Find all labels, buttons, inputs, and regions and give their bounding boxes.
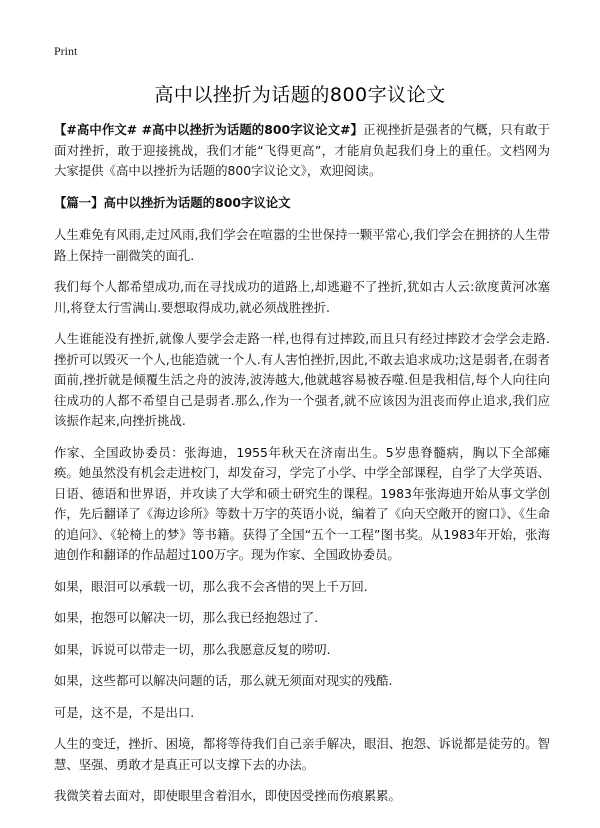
body-paragraph: 人生的变迁，挫折、困境，都将等待我们自己亲手解决，眼泪、抱怨、诉说都是徒劳的。智慧、坚强、勇敢才是真正可以支撑下去的办法。 [54,736,550,772]
intro-paragraph [54,120,550,182]
body-paragraph: 如果，这些都可以解决问题的话，那么就无须面对现实的残酷. [54,673,393,688]
article-body [54,120,550,807]
body-paragraph: 我微笑着去面对，即使眼里含着泪水，即使因受挫而伤痕累累。 [54,788,401,803]
body-paragraph: 如果，诉说可以带走一切，那么我愿意反复的唠叨. [54,641,331,657]
print-label: Print [54,44,78,58]
body-paragraph: 如果，眼泪可以承载一切，那么我不会吝惜的哭上千万回. [54,578,368,594]
body-paragraph: 我们每个人都希望成功,而在寻找成功的道路上,却逃避不了挫折,犹如古人云:欲度黄河冰塞川,将登太行雪满山.要想取得成功,就必须战胜挫折. [54,279,550,315]
section-heading: 【篇一】高中以挫折为话题的800字议论文 [54,194,291,210]
intro-text: 正视挫折是强者的气概，只有敢于面对挫折，敢于迎接挑战，我们才能“飞得更高”，才能肩负起我们身上的重任。文档网为大家提供《高中以挫折为话题的800字议论文》，欢迎阅读。 [54,122,550,178]
body-paragraph: 人生谁能没有挫折,就像人要学会走路一样,也得有过摔跤,而且只有经过摔跤才会学会走路.挫折可以毁灭一个人,也能造就一个人.有人害怕挫折,因此,不敢去追求成功;这是弱者,在弱者面前,挫折就是倾覆生活之舟的波涛,波涛越大,他就越容易被吞噬.但是我相信,每个人向往向往成功的人都不希望自己是弱者.那么,作为一个强者,就不应该因为沮丧而停止追求,我们应该振作起来,向挫折挑战. [54,331,550,428]
body-paragraph: 人生难免有风雨,走过风雨,我们学会在喧嚣的尘世保持一颗平常心,我们学会在拥挤的人生带路上保持一副微笑的面孔. [54,227,550,263]
body-paragraph: 如果，抱怨可以解决一切，那么我已经抱怨过了. [54,610,319,625]
body-paragraph: 作家、全国政协委员：张海迪，1955年秋天在济南出生。5岁患脊髓病，胸以下全部瘫痪。她虽然没有机会走进校门，却发奋习，学完了小学、中学全部课程，自学了大学英语、日语、德语和世界语，并攻读了大学和硕士研究生的课程。1983年张海迪开始从事文学创作，先后翻译了《海边诊所》等数十万字的英语小说，编着了《向天空敞开的窗口》、《生命的追问》、《轮椅上的梦》等书籍。获得了全国“五个一工程”图书奖。从1983年开始，张海迪创作和翻译的作品超过100万字。现为作家、全国政协委员。 [54,444,550,562]
body-paragraph: 可是，这不是，不是出口. [54,704,195,720]
intro-tag-prefix: 【#高中作文# #高中以挫折为话题的800字议论文#】 [54,122,364,137]
page-title: 高中以挫折为话题的800字议论文 [154,84,446,106]
